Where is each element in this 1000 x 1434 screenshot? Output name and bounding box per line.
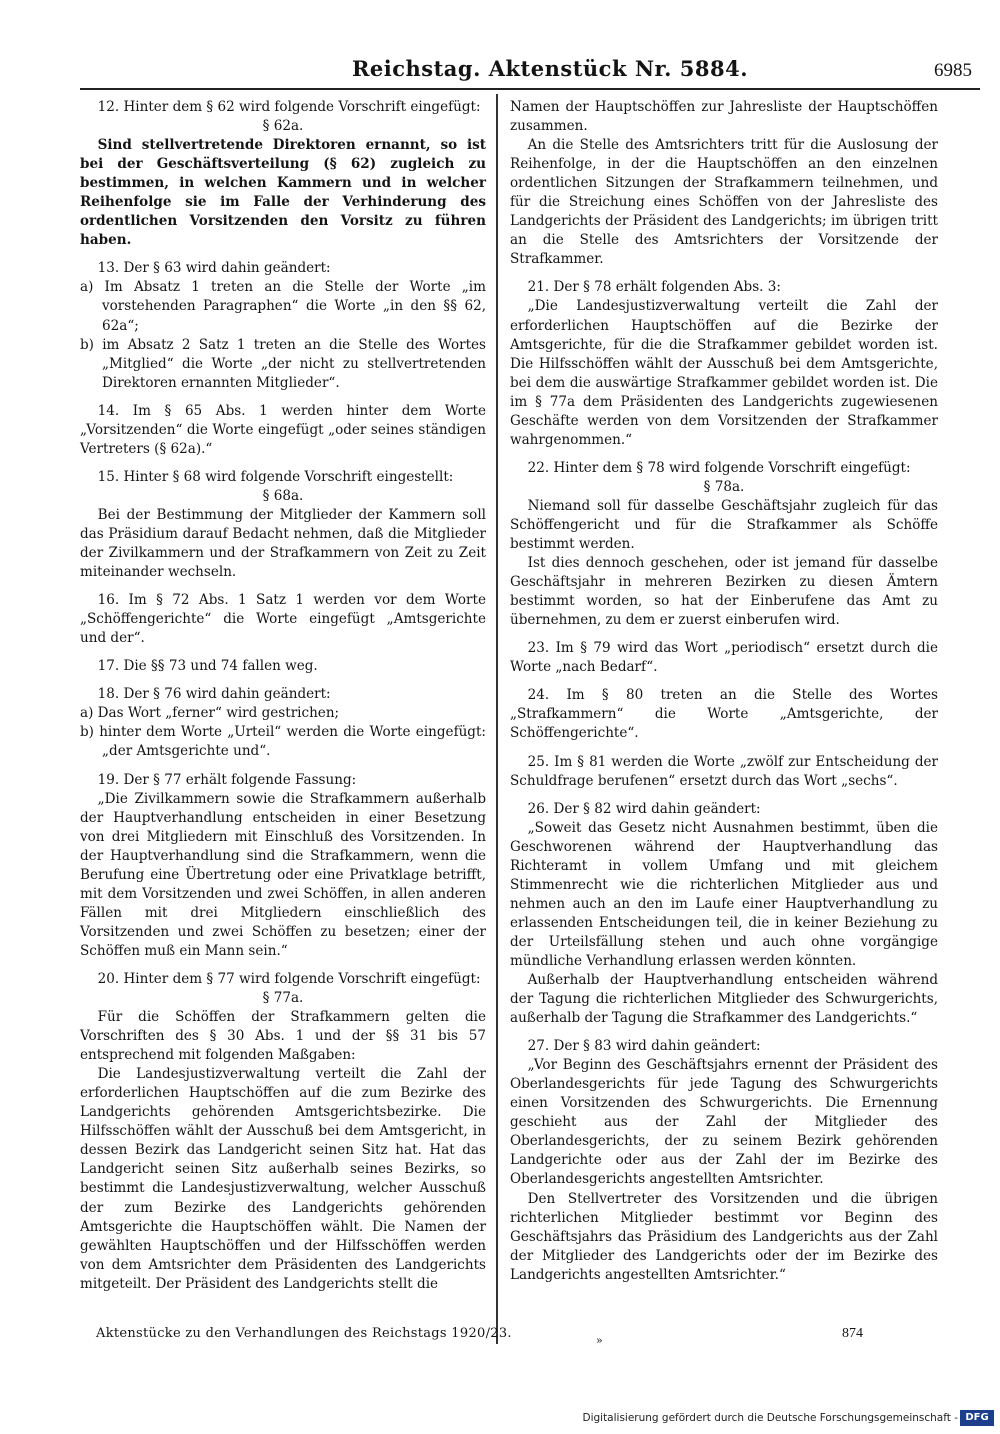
item-13: 13. Der § 63 wird dahin geändert:: [97, 260, 331, 277]
section-heading-68a: § 68a.: [262, 487, 304, 504]
item-25: 25. Im § 81 werden die Worte „zwölf zur Entscheidung der Schuldfrage berufenen“ ersetzt durch das Wort „sechs“.: [510, 753, 938, 789]
left-column: [80, 98, 486, 1294]
dfg-logo: DFG: [960, 1410, 994, 1426]
footer-sheet-number: 874: [842, 1326, 863, 1341]
continued-text-2: An die Stelle des Amtsrichters tritt für die Auslosung der Reihenfolge, in der die Hauptschöffen an den einzelnen ordentlichen Sitzungen der Strafkammern teilnehmen, und für die Streichung eines Schöffen von der Jahresliste des Landgerichts der Präsident des Landgerichts; im übrigen tritt an die Stelle des Amtsrichters der Vorsitzende der Strafkammer.: [510, 137, 938, 268]
item-26-text-1: „Soweit das Gesetz nicht Ausnahmen bestimmt, üben die Geschworenen während der Hauptverhandlung das Richteramt in vollem Umfang und mit gleichem Stimmenrecht wie die richterlichen Mitglieder aus und nehmen auch an den im Laufe einer Hauptverhandlung zu erlassenden Entscheidungen teil, die in keiner Beziehung zu der Urteilsfällung stehen und auch ohne vorgängige mündliche Verhandlung erlassen werden könnten.: [510, 819, 938, 969]
item-20: 20. Hinter dem § 77 wird folgende Vorschrift eingefügt:: [97, 970, 481, 987]
section-heading-78a: § 78a.: [703, 478, 745, 495]
section-text-62a: Sind stellvertretende Direktoren ernannt, so ist bei der Geschäftsverteilung (§ 62) zugleich zu bestimmen, in welchen Kammern und in welcher Reihenfolge sie im Falle der Verhinderung des ordentlichen Vorsitzenden den Vorsitz zu führen haben.: [80, 137, 486, 249]
page-header: [80, 56, 972, 90]
item-13-a: a) Im Absatz 1 treten an die Stelle der Worte „im vorstehenden Paragraphen“ die Worte „in den §§ 62, 62a“;: [80, 279, 486, 334]
item-26: 26. Der § 82 wird dahin geändert:: [527, 800, 761, 817]
section-text-77a-2: Die Landesjustizverwaltung verteilt die Zahl der erforderlichen Hauptschöffen auf die zum Bezirke des Landgerichts gehörenden Amtsgerichtsbezirke. Die Hilfsschöffen wählt der Ausschuß bei dem Amtsgericht, in dessen Bezirk das Landgericht seinen Sitz hat. Hat das Landgericht seinen Sitz außerhalb seines Bezirks, so bestimmt die Landesjustizverwaltung, welcher Ausschuß der zum Bezirke des Landgerichts gehörenden Amtsgerichte die Hauptschöffen wählt. Die Namen der gewählten Hauptschöffen und der Hilfsschöffen werden von dem Amtsrichter dem Präsidenten des Landgerichts mitgeteilt. Der Präsident des Landgerichts stellt die: [80, 1066, 486, 1292]
footer-source: Aktenstücke zu den Verhandlungen des Reichstags 1920/23.: [96, 1326, 512, 1341]
item-18-b: b) hinter dem Worte „Urteil“ werden die Worte eingefügt: „der Amtsgerichte und“.: [80, 724, 486, 760]
section-text-77a-1: Für die Schöffen der Strafkammern gelten die Vorschriften des § 30 Abs. 1 und der §§ 31 bis 57 entsprechend mit folgenden Maßgaben:: [80, 1009, 486, 1064]
item-27-text-2: Den Stellvertreter des Vorsitzenden und die übrigen richterlichen Mitglieder bestimmt vor Beginn des Geschäftsjahrs das Präsidium des Landgerichts aus der Zahl der Mitglieder des Landgerichts oder der im Bezirke des Landgerichts angestellten Amtsrichter.“: [510, 1190, 938, 1283]
item-24: 24. Im § 80 treten an die Stelle des Wortes „Strafkammern“ die Worte „Amtsgerichte, der Schöffengerichte“.: [510, 687, 938, 742]
section-heading-77a: § 77a.: [262, 990, 304, 1007]
item-16: 16. Im § 72 Abs. 1 Satz 1 werden vor dem Worte „Schöffengerichte“ die Worte eingefügt „Amtsgerichte und der“.: [80, 592, 486, 647]
item-22: 22. Hinter dem § 78 wird folgende Vorschrift eingefügt:: [527, 459, 911, 476]
item-23: 23. Im § 79 wird das Wort „periodisch“ ersetzt durch die Worte „nach Bedarf“.: [510, 640, 938, 676]
item-12: 12. Hinter dem § 62 wird folgende Vorschrift eingefügt:: [97, 99, 481, 115]
item-26-text-2: Außerhalb der Hauptverhandlung entscheiden während der Tagung die richterlichen Mitglieder des Schwurgerichts, außerhalb der Tagung die Strafkammer des Landgerichts.“: [510, 972, 938, 1027]
item-21: 21. Der § 78 erhält folgenden Abs. 3:: [527, 279, 781, 296]
item-15: 15. Hinter § 68 wird folgende Vorschrift eingestellt:: [97, 468, 454, 485]
item-17: 17. Die §§ 73 und 74 fallen weg.: [97, 658, 318, 675]
section-text-78a-2: Ist dies dennoch geschehen, oder ist jemand für dasselbe Geschäftsjahr in mehreren Bezirken zu diesen Ämtern bestimmt worden, so hat der Einberufene das Amt zu übernehmen, zu dem er zuerst einberufen wird.: [510, 555, 938, 629]
item-18: 18. Der § 76 wird dahin geändert:: [97, 686, 331, 703]
page-number: 6985: [934, 60, 972, 81]
section-text-68a: Bei der Bestimmung der Mitglieder der Kammern soll das Präsidium darauf Bedacht nehmen, daß die Mitglieder der Zivilkammern und der Strafkammern von Zeit zu Zeit miteinander wechseln.: [80, 506, 486, 581]
continued-text-1: Namen der Hauptschöffen zur Jahresliste der Hauptschöffen zusammen.: [510, 99, 938, 135]
footer-mark: »: [596, 1334, 603, 1347]
item-19: 19. Der § 77 erhält folgende Fassung:: [97, 771, 357, 788]
column-divider: [496, 94, 498, 1344]
item-13-b: b) im Absatz 2 Satz 1 treten an die Stelle des Wortes „Mitglied“ die Worte „der nicht zu stellvertretenden Direktoren ernannten Mitglieder“.: [80, 336, 486, 391]
header-rule: [80, 88, 980, 90]
section-text-78a-1: Niemand soll für dasselbe Geschäftsjahr zugleich für das Schöffengericht und für die Strafkammer als Schöffe bestimmt werden.: [510, 497, 938, 553]
item-14: 14. Im § 65 Abs. 1 werden hinter dem Worte „Vorsitzenden“ die Worte eingefügt „oder seines ständigen Vertreters (§ 62a).“: [80, 402, 486, 457]
item-18-a: a) Das Wort „ferner“ wird gestrichen;: [80, 705, 340, 722]
item-21-text: „Die Landesjustizverwaltung verteilt die Zahl der erforderlichen Hauptschöffen auf die Bezirke der Amtsgerichte, für die die Strafkammer gebildet worden ist. Die Hilfsschöffen wählt der Ausschuß bei dem Amtsgerichte, bei dem die auswärtige Strafkammer gebildet worden ist. Die im § 77a dem Präsidenten des Landgerichts zugewiesenen Geschäfte werden von dem Vorsitzenden der Strafkammer wahrgenommen.“: [510, 298, 938, 448]
item-19-text: „Die Zivilkammern sowie die Strafkammern außerhalb der Hauptverhandlung entscheiden in einer Besetzung von drei Mitgliedern mit Einschluß des Vorsitzenden. In der Hauptverhandlung sind die Strafkammern, wenn die Berufung eine Übertretung oder eine Privatklage betrifft, mit dem Vorsitzenden und zwei Schöffen, in allen anderen Fällen mit drei Mitgliedern einschließlich des Vorsitzenden und zwei Schöffen zu besetzen; einer der Schöffen muß ein Mann sein.“: [80, 790, 486, 959]
item-27: 27. Der § 83 wird dahin geändert:: [527, 1038, 761, 1055]
right-column: [510, 98, 938, 1285]
page-title: Reichstag. Aktenstück Nr. 5884.: [351, 56, 749, 81]
digitization-credit: Digitalisierung gefördert durch die Deutsche Forschungsgemeinschaft -: [582, 1412, 958, 1424]
section-heading-62a: § 62a.: [262, 118, 304, 135]
item-27-text-1: „Vor Beginn des Geschäftsjahrs ernennt der Präsident des Oberlandesgerichts für jede Tagung des Schwurgerichts einen Vorsitzenden des Schwurgerichts. Die Ernennung geschieht aus der Zahl der Mitglieder des Oberlandesgerichts, der zu seinem Bezirk gehörenden Landgerichte oder aus der Zahl der im Bezirke des Oberlandesgerichts angestellten Amtsrichter.: [510, 1057, 938, 1188]
